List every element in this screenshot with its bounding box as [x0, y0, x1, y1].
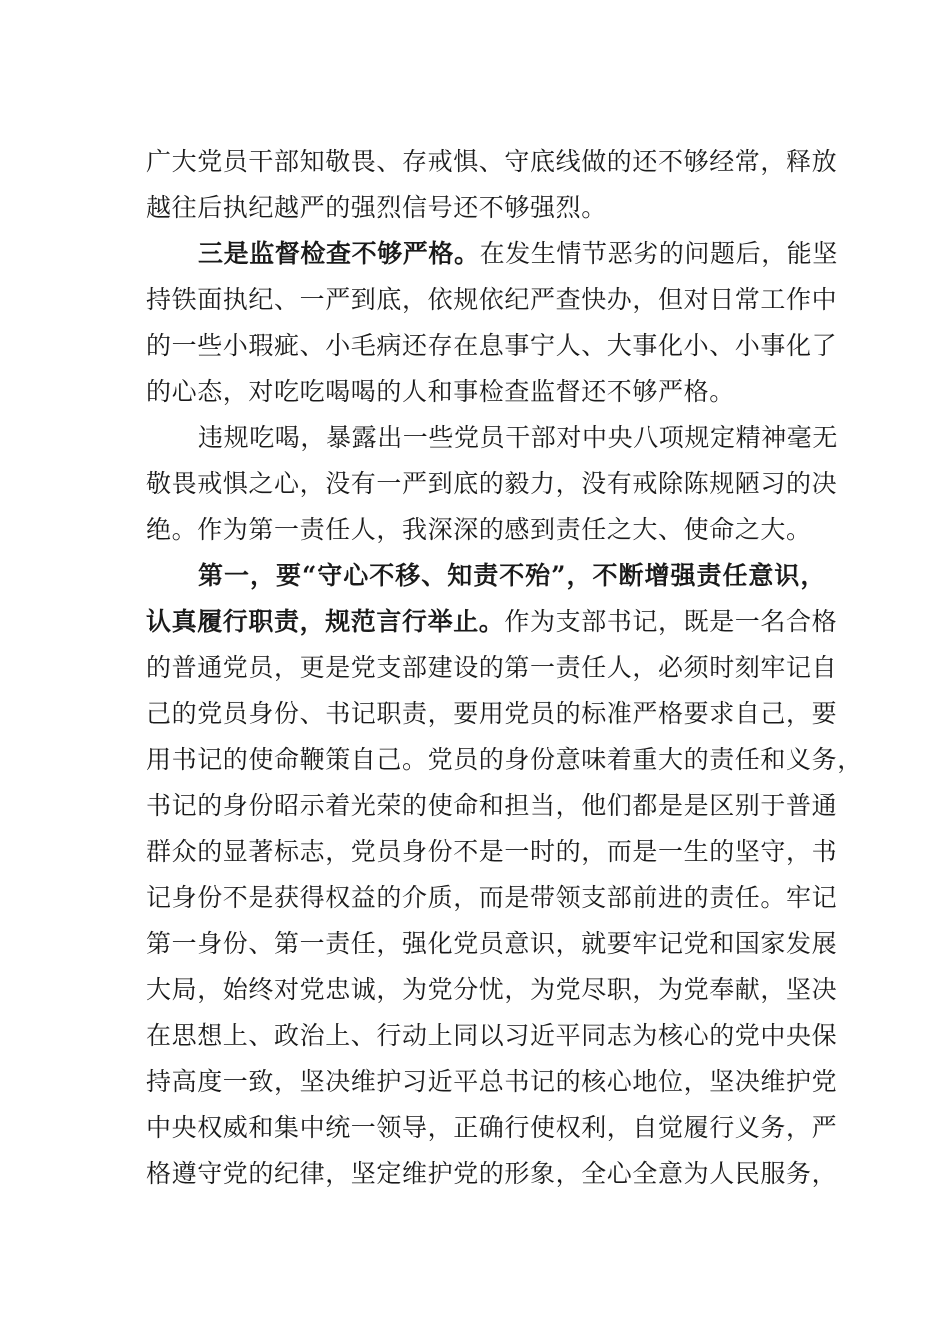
paragraph-line: 持高度一致，坚决维护习近平总书记的核心地位，坚决维护党 — [146, 1067, 838, 1096]
paragraph-line: 用书记的使命鞭策自己。党员的身份意味着重大的责任和义务， — [146, 745, 863, 774]
paragraph-line: 格遵守党的纪律，坚定维护党的形象，全心全意为人民服务， — [146, 1159, 838, 1188]
paragraph-text: 在发生情节恶劣的问题后，能坚 — [479, 239, 839, 268]
paragraph-line: 的普通党员，更是党支部建设的第一责任人，必须时刻牢记自 — [146, 653, 838, 682]
document-body — [146, 139, 863, 1197]
paragraph-line — [146, 231, 839, 277]
paragraph-line: 中央权威和集中统一领导，正确行使权利，自觉履行义务，严 — [146, 1113, 838, 1142]
paragraph-line: 己的党员身份、书记职责，要用党员的标准严格要求自己，要 — [146, 699, 838, 728]
paragraph-line: 记身份不是获得权益的介质，而是带领支部前进的责任。牢记 — [146, 883, 838, 912]
paragraph-line: 越往后执纪越严的强烈信号还不够强烈。 — [146, 193, 607, 222]
paragraph-line: 群众的显著标志，党员身份不是一时的，而是一生的坚守，书 — [146, 837, 838, 866]
paragraph-line: 大局，始终对党忠诚，为党分忧，为党尽职，为党奉献，坚决 — [146, 975, 838, 1004]
paragraph-line: 敬畏戒惧之心，没有一严到底的毅力，没有戒除陈规陋习的决 — [146, 469, 838, 498]
paragraph-line: 的一些小瑕疵、小毛病还存在息事宁人、大事化小、小事化了 — [146, 331, 838, 360]
paragraph-line: 的心态，对吃吃喝喝的人和事检查监督还不够严格。 — [146, 377, 735, 406]
paragraph-line: 第一身份、第一责任，强化党员意识，就要牢记党和国家发展 — [146, 929, 838, 958]
section-heading: 三是监督检查不够严格。 — [198, 239, 480, 268]
section-heading: 认真履行职责，规范言行举止。 — [146, 607, 505, 636]
paragraph-line: 绝。作为第一责任人，我深深的感到责任之大、使命之大。 — [146, 515, 812, 544]
paragraph-line: 违规吃喝，暴露出一些党员干部对中央八项规定精神毫无 — [198, 423, 839, 452]
paragraph-text: 作为支部书记，既是一名合格 — [504, 607, 838, 636]
paragraph-line: 书记的身份昭示着光荣的使命和担当，他们都是是区别于普通 — [146, 791, 838, 820]
paragraph-line: 持铁面执纪、一严到底，依规依纪严查快办，但对日常工作中 — [146, 285, 838, 314]
paragraph-line: 广大党员干部知敬畏、存戒惧、守底线做的还不够经常，释放 — [146, 147, 838, 176]
paragraph-line — [146, 599, 838, 645]
section-heading: 第一，要“守心不移、知责不殆”，不断增强责任意识， — [198, 561, 826, 590]
paragraph-line: 在思想上、政治上、行动上同以习近平同志为核心的党中央保 — [146, 1021, 838, 1050]
